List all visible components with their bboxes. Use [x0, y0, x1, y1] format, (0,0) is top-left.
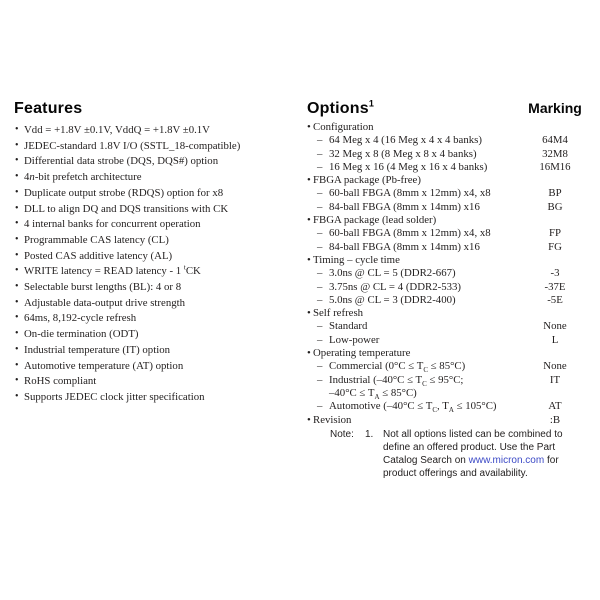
option-text: Commercial $(0^\circ C \le T_C \le 85^\circ C)$ — [329, 360, 466, 375]
feature-item — [14, 390, 304, 406]
marking-value: IT — [549, 373, 561, 386]
dash-icon: – — [317, 240, 323, 253]
feature-item — [14, 123, 304, 139]
bullet-icon: • — [15, 218, 19, 230]
dash-icon: – — [317, 360, 323, 373]
feature-text: RoHS compliant — [24, 375, 97, 388]
marking-value — [524, 307, 586, 320]
marking-value — [524, 174, 586, 187]
marking-value: BG — [547, 200, 563, 213]
feature-text: JEDEC-standard 1.8V I/O (SSTL_18-compatible) — [24, 139, 241, 152]
feature-item — [14, 374, 304, 390]
marking-value: None — [543, 360, 567, 373]
bullet-icon: • — [15, 359, 19, 371]
bullet-icon: • — [307, 214, 311, 227]
dash-icon: – — [317, 200, 323, 213]
bullet-icon: • — [15, 328, 19, 340]
footnote — [330, 428, 586, 480]
option-row — [307, 227, 586, 240]
dash-icon: – — [317, 400, 323, 413]
feature-item — [14, 170, 304, 186]
feature-text: 64ms, 8,192-cycle refresh — [24, 312, 137, 325]
bullet-icon: • — [307, 253, 311, 266]
dash-icon: – — [317, 227, 323, 240]
option-row — [307, 121, 586, 134]
feature-item — [14, 280, 304, 296]
bullet-icon: • — [15, 343, 19, 355]
option-row — [307, 201, 586, 214]
option-text: 5.0ns @ CL = 3 (DDR2-400) — [329, 293, 456, 306]
marking-value: -37E — [544, 280, 566, 293]
option-text: 32 Meg x 8 (8 Meg x 8 x 4 banks) — [329, 147, 477, 160]
marking-title: Marking — [528, 100, 582, 116]
bullet-icon: • — [15, 249, 19, 261]
feature-text: On-die termination (ODT) — [24, 328, 139, 341]
bullet-icon: • — [307, 347, 311, 360]
bullet-icon: • — [15, 202, 19, 214]
features-list — [14, 123, 304, 406]
option-text: $-40^\circ C \le T_A \le 85^\circ C$) — [329, 386, 417, 402]
dash-icon: – — [317, 373, 323, 386]
bullet-icon: • — [15, 171, 19, 183]
feature-item — [14, 154, 304, 170]
bullet-icon: • — [15, 390, 19, 402]
option-text: 3.75ns @ CL = 4 (DDR2-533) — [329, 280, 461, 293]
bullet-icon: • — [307, 413, 311, 426]
marking-value — [524, 254, 586, 267]
bullet-icon: • — [15, 312, 19, 324]
option-row — [307, 281, 586, 294]
option-text: 60-ball FBGA (8mm x 12mm) x4, x8 — [329, 187, 491, 200]
options-footnote-ref: 1 — [368, 98, 375, 109]
marking-value: None — [543, 320, 567, 333]
bullet-icon: • — [15, 155, 19, 167]
marking-value: :B — [549, 413, 561, 426]
option-row — [307, 320, 586, 333]
option-row — [307, 307, 586, 320]
marking-value: -5E — [547, 293, 563, 306]
bullet-icon: • — [307, 307, 311, 320]
feature-item — [14, 359, 304, 375]
option-text: Configuration — [313, 121, 374, 133]
option-row — [307, 414, 586, 427]
marking-value — [524, 387, 586, 400]
features-section — [14, 100, 304, 406]
option-text: 16 Meg x 16 (4 Meg x 16 x 4 banks) — [329, 160, 488, 173]
option-text: Self refresh — [313, 307, 364, 320]
dash-icon: – — [317, 160, 323, 173]
feature-item — [14, 186, 304, 202]
option-row — [307, 148, 586, 161]
bullet-icon: • — [15, 281, 19, 293]
feature-text: 4n-bit prefetch architecture — [24, 171, 142, 184]
dash-icon: – — [317, 293, 323, 306]
option-text: 3.0ns @ CL = 5 (DDR2-667) — [329, 267, 456, 280]
feature-text: Vdd = +1.8V ±0.1V, VddQ = +1.8V ±0.1V — [24, 124, 210, 136]
option-row — [307, 374, 586, 387]
marking-value: FP — [548, 227, 561, 240]
dash-icon: – — [317, 147, 323, 160]
marking-value — [524, 121, 586, 134]
option-row — [307, 174, 586, 187]
marking-value: 32M8 — [542, 147, 568, 160]
option-row — [307, 161, 586, 174]
feature-text: Differential data strobe (DQS, DQS#) option — [24, 155, 219, 168]
option-row — [307, 347, 586, 360]
bullet-icon: • — [15, 375, 19, 387]
option-text: Automotive ($-40^\circ C \le T_C$, $T_A \le 105^\circ C$) — [329, 400, 497, 415]
marking-value — [524, 347, 586, 360]
option-text: Timing – cycle time — [313, 253, 400, 266]
option-row — [307, 241, 586, 254]
option-text: 64 Meg x 4 (16 Meg x 4 x 4 banks) — [329, 134, 482, 147]
options-title: Options$^1$ — [307, 98, 375, 117]
feature-item — [14, 296, 304, 312]
options-section — [307, 100, 586, 427]
feature-text: Programmable CAS latency (CL) — [24, 233, 169, 246]
marking-value: L — [551, 333, 559, 346]
feature-text: Industrial temperature (IT) option — [24, 343, 171, 356]
option-row — [307, 387, 586, 400]
feature-text: 4 internal banks for concurrent operation — [24, 218, 201, 231]
bullet-icon: • — [15, 233, 19, 245]
marking-value: FG — [548, 240, 562, 253]
bullet-icon: • — [15, 296, 19, 308]
bullet-icon: • — [15, 265, 19, 277]
feature-item — [14, 217, 304, 233]
option-row — [307, 267, 586, 280]
option-text: Low-power — [329, 333, 380, 346]
feature-text: WRITE latency = READ latency - 1 $^t$CK — [24, 263, 201, 278]
feature-item — [14, 343, 304, 359]
option-text: 84-ball FBGA (8mm x 14mm) x16 — [329, 200, 480, 213]
dash-icon: – — [317, 267, 323, 280]
option-row — [307, 214, 586, 227]
bullet-icon: • — [15, 124, 19, 135]
dash-icon: – — [317, 134, 323, 147]
note-number: 1. — [365, 429, 374, 440]
note-label: Note: — [330, 429, 354, 440]
bullet-icon: • — [15, 139, 19, 151]
option-row — [307, 187, 586, 200]
option-row — [307, 334, 586, 347]
marking-value: 16M16 — [539, 160, 571, 173]
feature-item — [14, 233, 304, 249]
feature-text: Duplicate output strobe (RDQS) option for x8 — [24, 186, 224, 199]
feature-item — [14, 264, 304, 280]
feature-text: Supports JEDEC clock jitter specification — [24, 390, 205, 403]
marking-value: 64M4 — [542, 134, 568, 147]
dash-icon: – — [317, 187, 323, 200]
option-text: Industrial ($-40^\circ C \le T_C \le 95^\circ C$; — [329, 373, 464, 388]
option-text: FBGA package (Pb-free) — [313, 174, 421, 187]
note-text: Not all options listed can be combined to define an offered product. Use the Part Catalog Search on www.micron.com for product offerings and availability. — [383, 429, 563, 479]
option-row — [307, 134, 586, 147]
feature-text: Automotive temperature (AT) option — [24, 359, 184, 372]
feature-item — [14, 139, 304, 155]
options-list — [307, 121, 586, 427]
features-title: Features — [14, 100, 83, 117]
options-header — [307, 100, 586, 118]
bullet-icon: • — [307, 121, 311, 133]
bullet-icon: • — [15, 186, 19, 198]
bullet-icon: • — [307, 174, 311, 187]
option-text: Standard — [329, 320, 368, 333]
option-text: FBGA package (lead solder) — [313, 214, 437, 227]
marking-value — [524, 214, 586, 227]
option-row — [307, 360, 586, 373]
option-text: 60-ball FBGA (8mm x 12mm) x4, x8 — [329, 227, 491, 240]
marking-value: BP — [548, 187, 562, 200]
dash-icon: – — [317, 280, 323, 293]
option-row — [307, 254, 586, 267]
feature-item — [14, 202, 304, 218]
option-text: 84-ball FBGA (8mm x 14mm) x16 — [329, 240, 480, 253]
feature-item — [14, 311, 304, 327]
marking-value: AT — [548, 400, 562, 413]
marking-value: -3 — [550, 267, 560, 280]
feature-text: Posted CAS additive latency (AL) — [24, 249, 173, 262]
feature-text: Adjustable data-output drive strength — [24, 296, 186, 309]
dash-icon: – — [317, 333, 323, 346]
feature-item — [14, 327, 304, 343]
option-text: Revision — [313, 413, 352, 426]
option-row — [307, 400, 586, 413]
micron-website-link[interactable]: www.micron.com — [468, 455, 545, 466]
feature-text: Selectable burst lengths (BL): 4 or 8 — [24, 281, 182, 294]
feature-item — [14, 249, 304, 265]
option-text: Operating temperature — [313, 347, 411, 360]
feature-text: DLL to align DQ and DQS transitions with CK — [24, 202, 229, 215]
dash-icon: – — [317, 320, 323, 333]
option-row — [307, 294, 586, 307]
